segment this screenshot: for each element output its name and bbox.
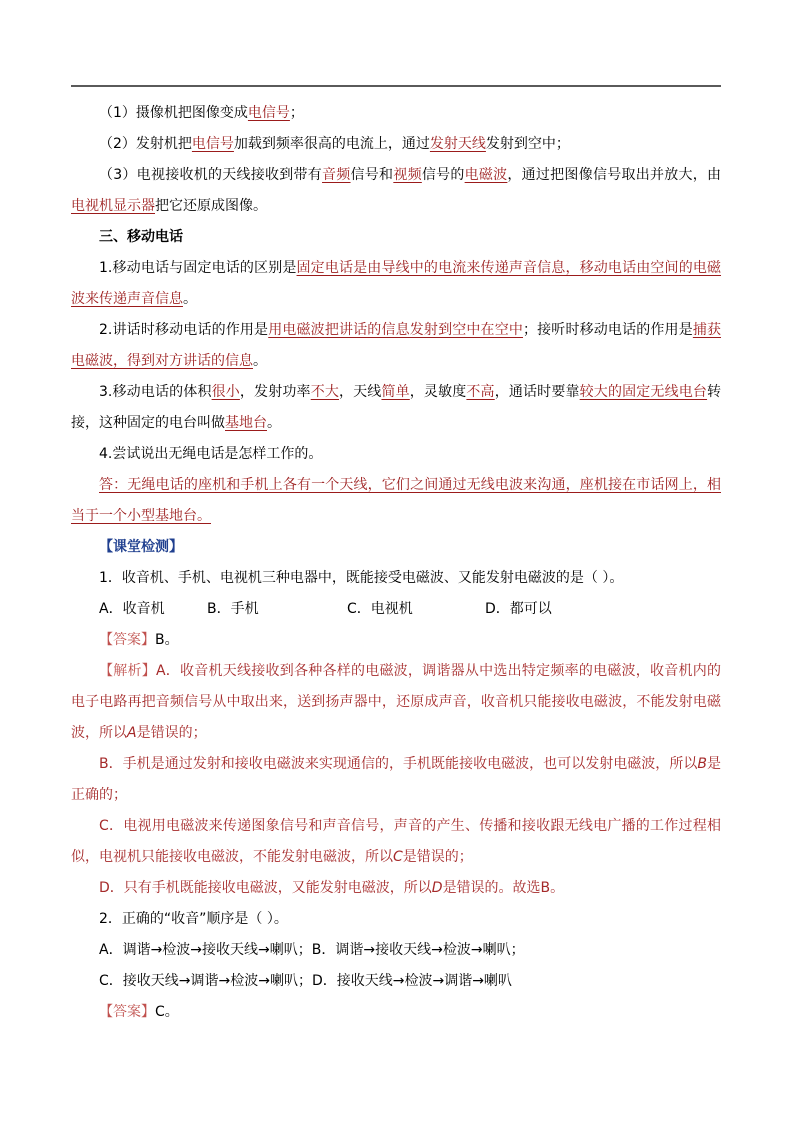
text: 。 (267, 415, 281, 431)
text: 是正确的； (71, 756, 722, 803)
check-q2-options-1: A．调谐→检波→接收天线→喇叭；B．调谐→接收天线→检波→喇叭； (99, 942, 525, 958)
analysis-b (71, 749, 721, 811)
analysis-c (71, 811, 721, 873)
analysis-d (71, 873, 721, 904)
answer-label: 【答案】 (99, 1004, 155, 1020)
fill-answer: 音频 (322, 167, 351, 183)
tv-line-2 (71, 129, 721, 160)
text: 是错误的； (136, 725, 207, 741)
text: C．电视用电磁波来传递图象信号和声音信号，声音的产生、传播和接收跟无线电广播的工作过程相似，电视机只能接收电磁波，不能发射电磁波，所以 (71, 818, 721, 865)
check-q1: 1．收音机、手机、电视机三种电器中，既能接受电磁波、又能发射电磁波的是（ ）。 (99, 570, 624, 586)
text: ，灵敏度 (409, 384, 467, 400)
text: （3）电视接收机的天线接收到带有 (99, 167, 323, 183)
text: 把它还原成图像。 (155, 198, 267, 214)
option-letter: D (431, 880, 443, 896)
fill-answer: 捕获电磁波，得到对方讲话的信息 (71, 322, 722, 369)
fill-answer: 较大的固定无线电台 (579, 384, 708, 400)
fill-answer: 不高 (466, 384, 495, 400)
fill-answer: 用电磁波把讲话的信息发射到空中在空中 (268, 322, 523, 338)
mobile-q4-answer: 答：无绳电话的座机和手机上各有一个天线，它们之间通过无线电波来沟通，座机接在市话网上，相当于一个小型基地台。 (71, 477, 721, 524)
fill-answer: 固定电话是由导线中的电流来传递声音信息，移动电话由空间的电磁波来传递声音信息 (71, 260, 722, 307)
text: （2）发射机把 (99, 136, 192, 152)
text: ；接听时移动电话的作用是 (523, 322, 693, 338)
text: 信号和 (350, 167, 394, 183)
mobile-q4: 4.尝试说出无绳电话是怎样工作的。 (99, 446, 323, 462)
document-body (71, 98, 721, 1028)
text: B．手机是通过发射和接收电磁波来实现通信的，手机既能接收电磁波，也可以发射电磁波，所以 (99, 756, 698, 772)
text: ； (289, 105, 304, 121)
answer-label: 【答案】 (99, 632, 155, 648)
text: （1）摄像机把图像变成 (99, 105, 248, 121)
fill-answer: 电视机显示器 (71, 198, 155, 214)
text: A．收音机天线接收到各种各样的电磁波，调谐器从中选出特定频率的电磁波，收音机内的电子电路再把音频信号从中取出来，送到扬声器中，还原成声音，收音机只能接收电磁波，不能发射电磁波，所以 (71, 663, 722, 741)
text: 是错误的。故选B。 (442, 880, 565, 896)
fill-answer: 简单 (381, 384, 410, 400)
answer-value: C。 (155, 1004, 179, 1020)
fill-answer: 电磁波 (464, 167, 508, 183)
option-letter: B (697, 756, 707, 772)
option-letter: A (127, 725, 137, 741)
text: ，发射功率 (239, 384, 311, 400)
fill-answer: 不大 (310, 384, 339, 400)
analysis-a (71, 656, 721, 749)
fill-answer: 很小 (211, 384, 240, 400)
check-q1-answer (71, 625, 721, 656)
check-q2: 2．正确的“收音”顺序是（ ）。 (99, 911, 288, 927)
option-c: C．电视机 (347, 601, 413, 617)
fill-answer: 发射天线 (429, 136, 486, 152)
option-b: B．手机 (207, 601, 259, 617)
text: ，天线 (339, 384, 382, 400)
mobile-q1 (71, 253, 721, 315)
tv-line-3 (71, 160, 721, 222)
text: D．只有手机既能接收电磁波，又能发射电磁波，所以 (99, 880, 432, 896)
option-d: D．都可以 (485, 601, 552, 617)
fill-answer: 电信号 (247, 105, 290, 121)
mobile-q3 (71, 377, 721, 439)
text: 发射到空中； (485, 136, 570, 152)
fill-answer: 视频 (393, 167, 422, 183)
text: 转接，这种固定的电台叫做 (71, 384, 722, 431)
text: 3.移动电话的体积 (99, 384, 212, 400)
option-letter: C (393, 849, 403, 865)
check-q2-options-2: C．接收天线→调谐→检波→喇叭；D．接收天线→检波→调谐→喇叭 (99, 973, 512, 989)
fill-answer: 电信号 (191, 136, 234, 152)
header-rule (71, 85, 721, 87)
text: 信号的 (421, 167, 465, 183)
mobile-q2 (71, 315, 721, 377)
text: ，通过把图像信号取出并放大，由 (507, 167, 722, 183)
text: 。 (253, 353, 267, 369)
answer-value: B。 (155, 632, 179, 648)
text: 。 (183, 291, 197, 307)
fill-answer: 基地台 (225, 415, 267, 431)
text: 加载到频率很高的电流上，通过 (233, 136, 430, 152)
tv-line-1 (71, 98, 721, 129)
option-a: A．收音机 (99, 601, 165, 617)
analysis-label: 【解析】 (99, 663, 156, 679)
section-heading-mobile: 三、移动电话 (99, 229, 183, 245)
text: 1.移动电话与固定电话的区别是 (99, 260, 297, 276)
check-q2-answer (71, 997, 721, 1028)
check-q1-options (71, 594, 721, 625)
text: 是错误的； (402, 849, 473, 865)
text: 2.讲话时移动电话的作用是 (99, 322, 269, 338)
section-title-check: 【课堂检测】 (99, 539, 183, 555)
text: ，通话时要靠 (494, 384, 580, 400)
